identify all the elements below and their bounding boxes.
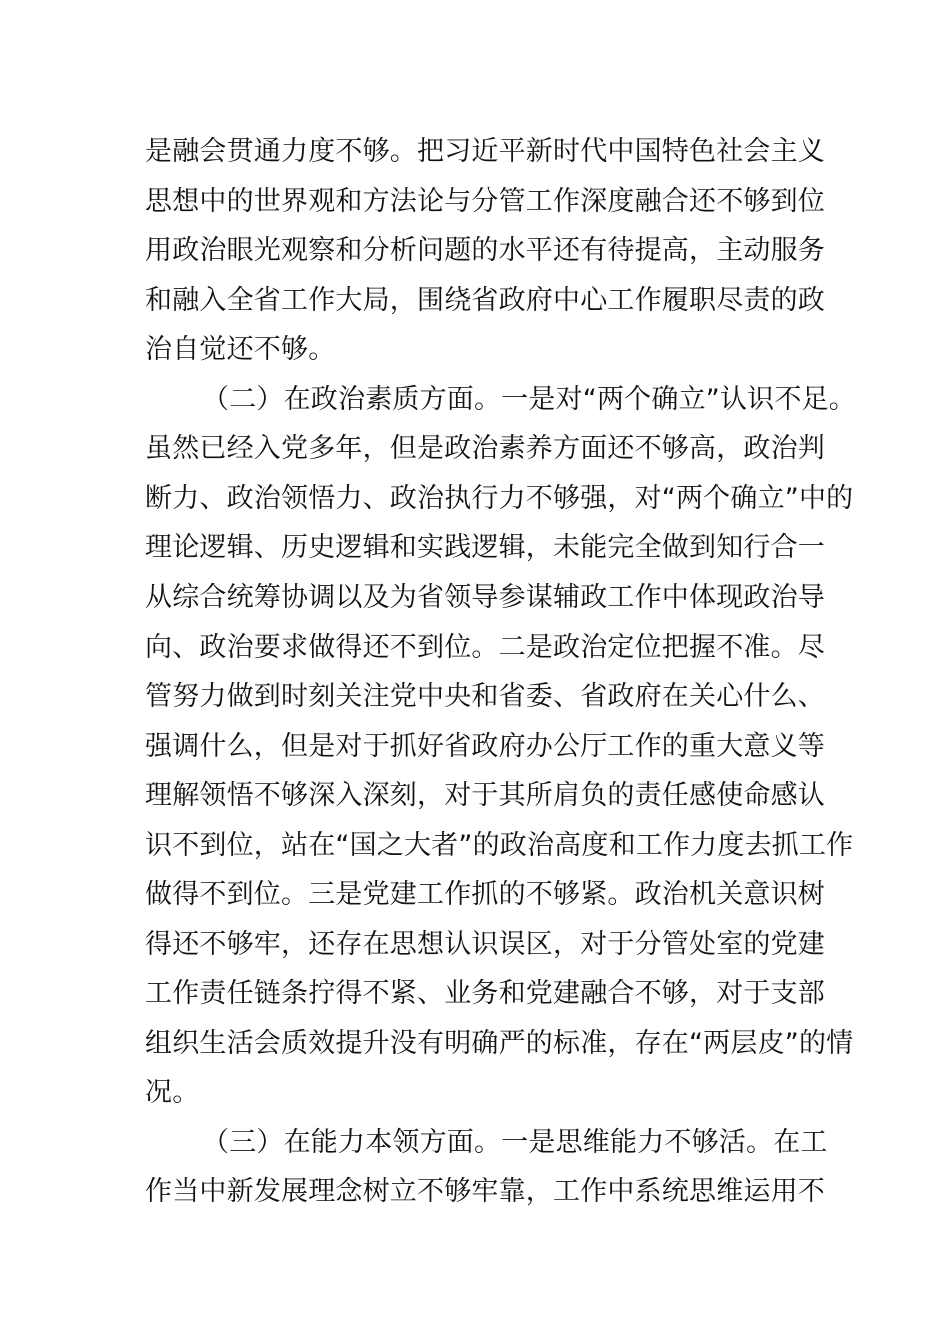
text-line: 用政治眼光观察和分析问题的水平还有待提高，主动服务: [145, 235, 825, 266]
text-line: 工作责任链条拧得不紧、业务和党建融合不够，对于支部: [145, 978, 825, 1009]
text-line: 和融入全省工作大局，围绕省政府中心工作履职尽责的政: [145, 285, 825, 316]
text-line: 思想中的世界观和方法论与分管工作深度融合还不够到位: [145, 186, 825, 217]
text-line: 治自觉还不够。: [145, 334, 336, 365]
text-line: 向、政治要求做得还不到位。二是政治定位把握不准。尽: [145, 632, 825, 663]
text-line: 管努力做到时刻关注党中央和省委、省政府在关心什么、: [145, 681, 825, 712]
text-line: 断力、政治领悟力、政治执行力不够强，对“两个确立”中的: [145, 483, 854, 514]
text-line: 从综合统筹协调以及为省领导参谋辅政工作中体现政治导: [145, 582, 825, 613]
text-line: 组织生活会质效提升没有明确严的标准，存在“两层皮”的情: [145, 1028, 854, 1059]
text-line: 是融会贯通力度不够。把习近平新时代中国特色社会主义: [145, 136, 825, 167]
text-line: 理论逻辑、历史逻辑和实践逻辑，未能完全做到知行合一: [145, 532, 825, 563]
text-line: 况。: [145, 1077, 200, 1108]
text-line: 虽然已经入党多年，但是政治素养方面还不够高，政治判: [145, 433, 825, 464]
text-line: 做得不到位。三是党建工作抓的不够紧。政治机关意识树: [145, 879, 825, 910]
section-heading-line: （二）在政治素质方面。一是对“两个确立”认识不足。: [202, 384, 856, 415]
text-line: 识不到位，站在“国之大者”的政治高度和工作力度去抓工作: [145, 830, 854, 861]
text-line: 强调什么，但是对于抓好省政府办公厅工作的重大意义等: [145, 731, 825, 762]
text-line: 得还不够牢，还存在思想认识误区，对于分管处室的党建: [145, 929, 825, 960]
section-heading-line: （三）在能力本领方面。一是思维能力不够活。在工: [202, 1127, 828, 1158]
text-line: 作当中新发展理念树立不够牢靠，工作中系统思维运用不: [145, 1176, 825, 1207]
text-line: 理解领悟不够深入深刻，对于其所肩负的责任感使命感认: [145, 780, 825, 811]
